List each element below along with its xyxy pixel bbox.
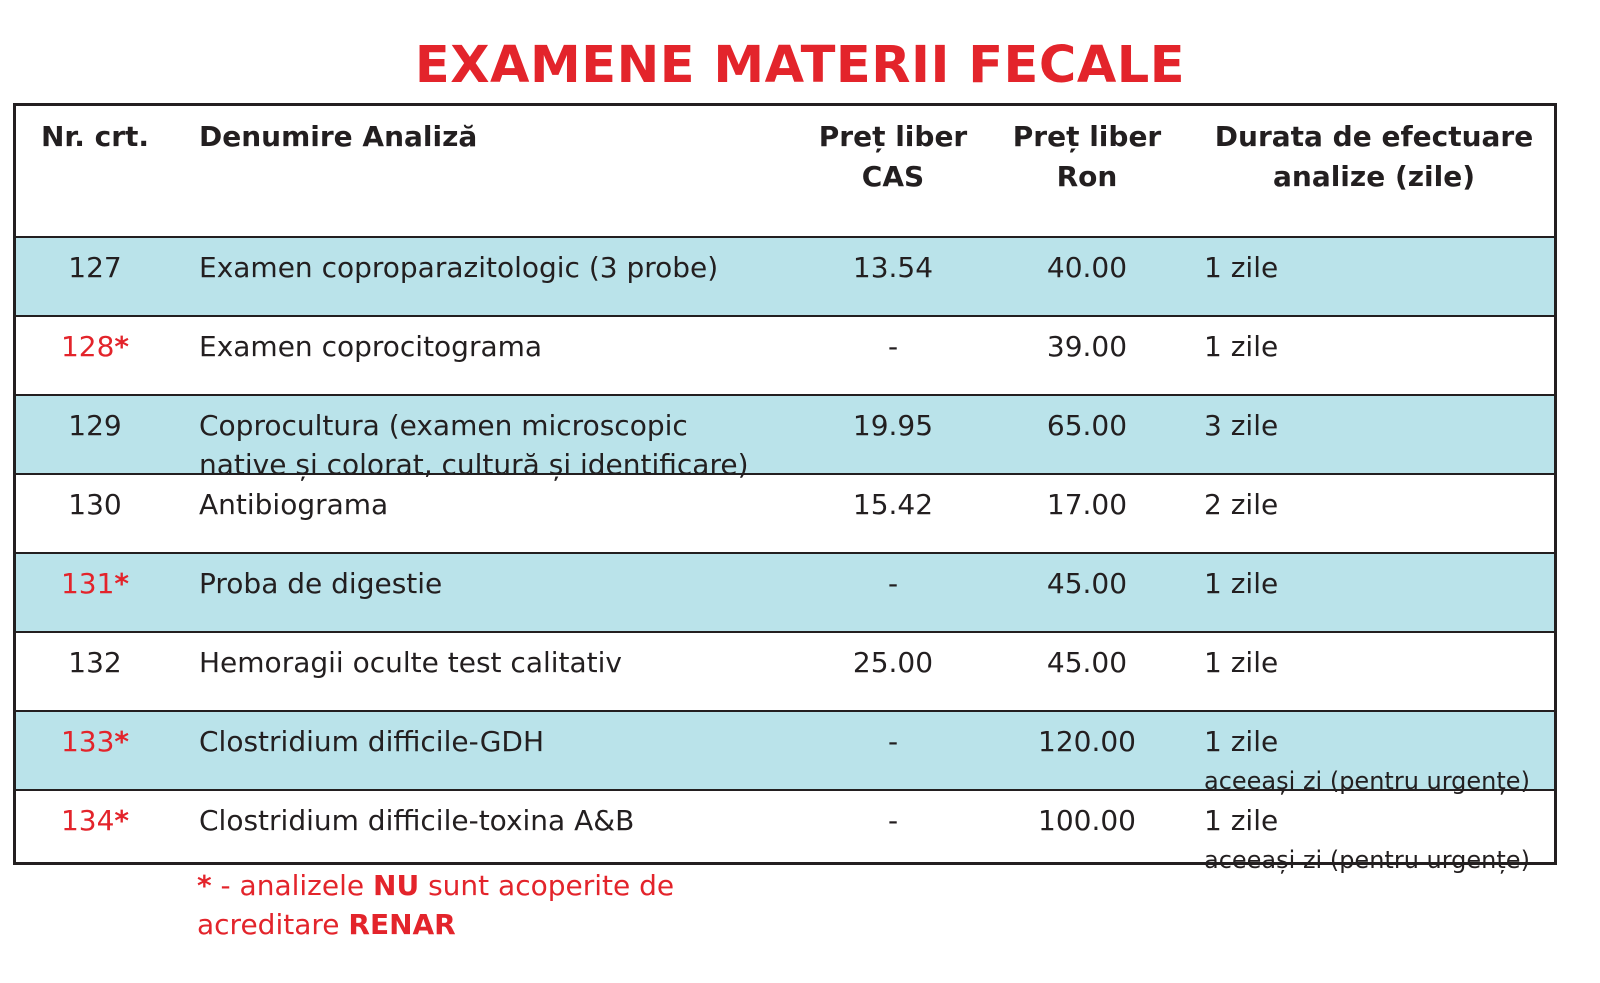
header-name: Denumire Analiză — [199, 120, 478, 153]
row-nr-star: * — [114, 330, 130, 363]
row-duration — [1204, 801, 1530, 880]
table-row — [16, 552, 1554, 631]
row-name-line1: Proba de digestie — [199, 567, 443, 600]
row-name-line2: native și colorat, cultură și identificare) — [199, 448, 749, 481]
row-duration-value: 2 zile — [1204, 488, 1279, 521]
row-price-cas: - — [887, 725, 899, 758]
row-name-line1: Clostridium difficile-toxina A&B — [199, 804, 635, 837]
row-name-line1: Hemoragii oculte test calitativ — [199, 646, 622, 679]
row-nr-value: 130 — [68, 488, 122, 521]
footnote-bold-nu: NU — [373, 869, 420, 902]
row-name-line1: Examen coprocitograma — [199, 330, 543, 363]
page-title: EXAMENE MATERII FECALE — [414, 36, 1186, 95]
row-nr — [16, 643, 174, 682]
row-nr — [16, 327, 174, 366]
row-name-line1: Clostridium difficile-GDH — [199, 725, 545, 758]
row-duration — [1204, 643, 1278, 682]
row-duration — [1204, 485, 1278, 524]
row-name — [199, 643, 622, 682]
header-price-ron — [996, 117, 1178, 197]
header-price-ron-line1: Preț liber — [1012, 120, 1162, 153]
footnote-text-1: - analizele — [211, 869, 374, 902]
table-row — [16, 631, 1554, 710]
row-name — [199, 722, 544, 761]
row-name-line1: Antibiograma — [199, 488, 389, 521]
row-nr-star: * — [114, 725, 130, 758]
row-nr-value: 129 — [68, 409, 122, 442]
row-price-cas: 25.00 — [852, 646, 934, 679]
row-name-line1: Examen coproparazitologic (3 probe) — [199, 251, 719, 284]
row-price-cas: - — [887, 567, 899, 600]
table-row — [16, 473, 1554, 552]
row-nr-value: 133 — [60, 725, 115, 758]
row-nr — [16, 564, 174, 603]
table-row — [16, 315, 1554, 394]
row-price-ron: 100.00 — [1038, 804, 1136, 837]
row-nr — [16, 248, 174, 287]
row-nr-value: 131 — [60, 567, 115, 600]
row-duration-note: aceeași zi (pentru urgențe) — [1204, 767, 1530, 795]
row-duration — [1204, 248, 1278, 287]
row-name — [199, 248, 718, 287]
row-price-ron: 39.00 — [1046, 330, 1128, 363]
row-nr-star: * — [114, 567, 130, 600]
footnote-star: * — [197, 869, 212, 902]
row-name — [199, 564, 442, 603]
row-nr-star: * — [114, 804, 130, 837]
row-price-ron: 17.00 — [1046, 488, 1128, 521]
row-price-ron: 45.00 — [1046, 646, 1128, 679]
row-duration — [1204, 406, 1278, 445]
row-duration-note: aceeași zi (pentru urgențe) — [1204, 846, 1530, 874]
row-name — [199, 485, 388, 524]
row-nr — [16, 801, 174, 840]
table-row — [16, 236, 1554, 315]
row-price-ron: 120.00 — [1038, 725, 1136, 758]
row-nr — [16, 722, 174, 761]
row-nr-value: 132 — [68, 646, 122, 679]
row-price-cas: 19.95 — [852, 409, 934, 442]
row-price-ron: 40.00 — [1046, 251, 1128, 284]
footnote-text-3: acreditare — [197, 908, 349, 941]
header-price-cas — [802, 117, 984, 197]
row-nr-value: 128 — [60, 330, 115, 363]
row-duration-value: 1 zile — [1204, 251, 1279, 284]
row-nr — [16, 406, 174, 445]
row-nr-value: 134 — [60, 804, 115, 837]
row-price-ron: 65.00 — [1046, 409, 1128, 442]
table-row — [16, 710, 1554, 795]
row-duration-value: 1 zile — [1204, 567, 1279, 600]
footnote — [197, 866, 674, 944]
row-duration — [1204, 327, 1278, 366]
row-name — [199, 327, 542, 366]
header-duration — [1194, 117, 1554, 197]
row-nr-value: 127 — [68, 251, 122, 284]
row-price-cas: 15.42 — [852, 488, 934, 521]
header-duration-line2: analize (zile) — [1272, 160, 1476, 193]
table-row — [16, 394, 1554, 481]
row-duration-value: 1 zile — [1204, 725, 1279, 758]
table-row — [16, 789, 1554, 874]
header-duration-line1: Durata de efectuare — [1214, 120, 1534, 153]
row-duration — [1204, 564, 1278, 603]
row-price-cas: - — [887, 804, 899, 837]
header-price-ron-line2: Ron — [1056, 160, 1118, 193]
footnote-bold-renar: RENAR — [348, 908, 456, 941]
table-header — [16, 106, 1554, 239]
row-name-line1: Coprocultura (examen microscopic — [199, 409, 688, 442]
row-name — [199, 801, 634, 840]
row-nr — [16, 485, 174, 524]
row-price-ron: 45.00 — [1046, 567, 1128, 600]
row-duration-value: 1 zile — [1204, 804, 1279, 837]
analysis-table — [13, 103, 1557, 874]
footnote-text-2: sunt acoperite de — [419, 869, 675, 902]
row-duration-value: 1 zile — [1204, 330, 1279, 363]
header-nr: Nr. crt. — [40, 120, 150, 153]
row-price-cas: 13.54 — [852, 251, 934, 284]
header-price-cas-line1: Preț liber — [818, 120, 968, 153]
row-duration-value: 3 zile — [1204, 409, 1279, 442]
header-price-cas-line2: CAS — [861, 160, 925, 193]
row-price-cas: - — [887, 330, 899, 363]
row-duration-value: 1 zile — [1204, 646, 1279, 679]
